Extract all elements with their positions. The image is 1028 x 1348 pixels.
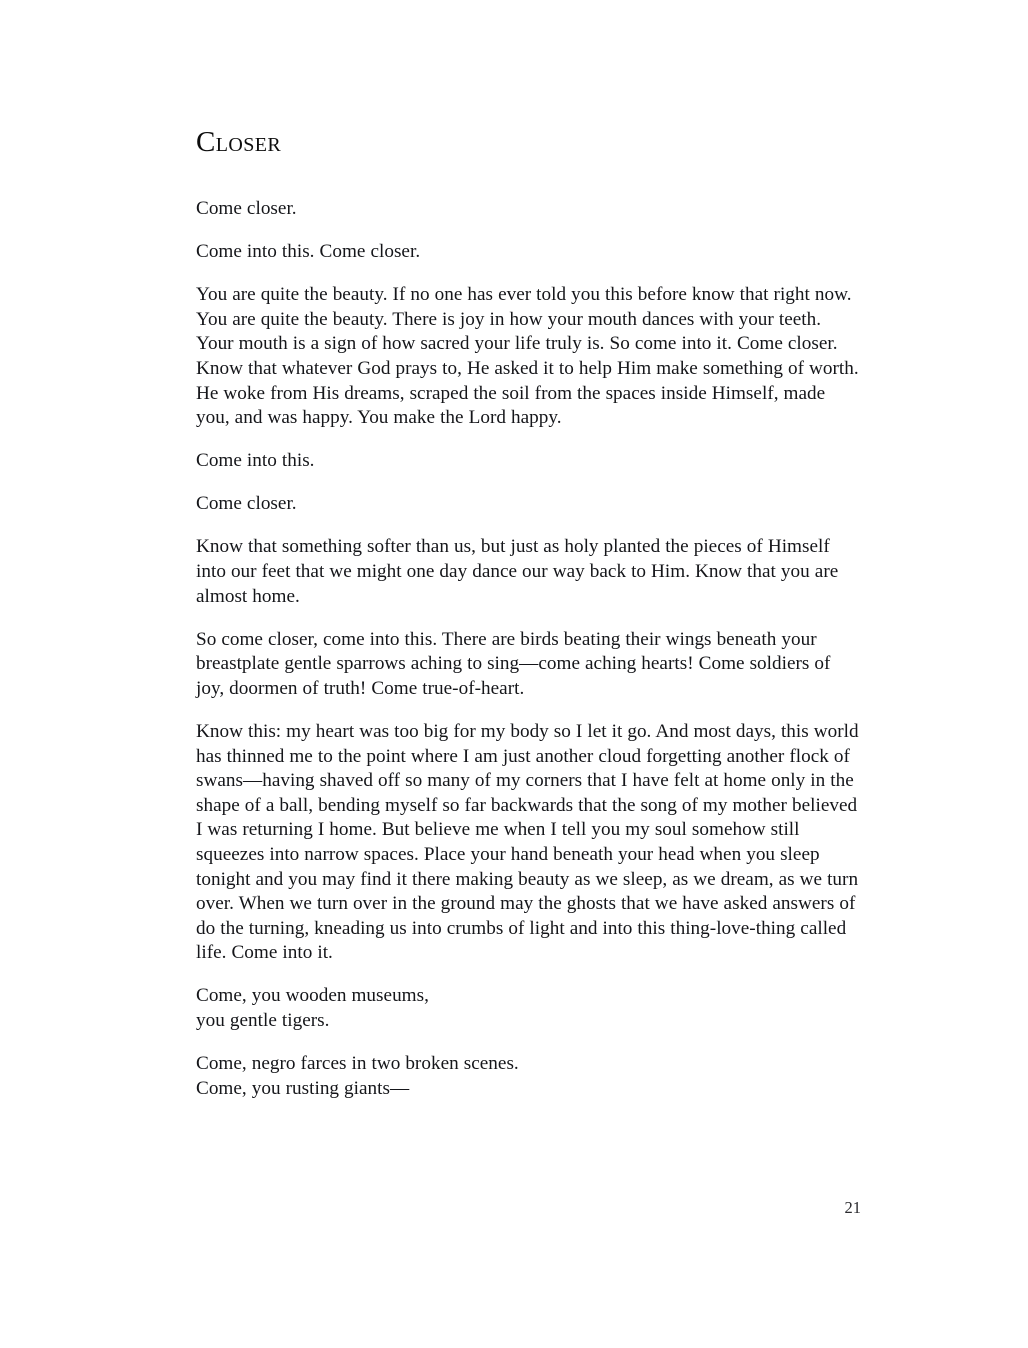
poem-text-block xyxy=(196,128,861,1101)
poem-stanza: Come closer. xyxy=(196,198,297,219)
poem-stanza: Come closer. xyxy=(196,493,297,515)
poem-stanza: So come closer, come into this. There are birds beating their wings beneath your breastplate gentle sparrows aching to sing—come aching hearts! Come soldiers of joy, doormen of truth! Come true-of-heart. xyxy=(196,628,831,699)
poem-stanza: You are quite the beauty. If no one has ever told you this before know that right now. You are quite the beauty. There is joy in how your mouth dances with your teeth. Your mouth is a sign of how sacred your life truly is. So come into it. Come closer. Know that whatever God prays to, He asked it to help Him make something of worth. He woke from His dreams, scraped the soil from the spaces inside Himself, made you, and was happy. You make the Lord happy. xyxy=(196,284,859,429)
poem-stanza: Know this: my heart was too big for my body so I let it go. And most days, this world has thinned me to the point where I am just another cloud forgetting another flock of swans—having shaved off so many of my corners that I have felt at home only in the shape of a ball, bending myself so far backwards that the song of my mother believed I was returning I home. But believe me when I tell you my soul somehow still squeezes into narrow spaces. Place your hand beneath your head when you sleep tonight and you may find it there making beauty as we sleep, as we dream, as we turn over. When we turn over in the ground may the ghosts that we have asked answers of do the turning, kneading us into crumbs of light and into this thing-love-thing called life. Come into it. xyxy=(196,721,859,964)
poem-stanza: Come, you wooden museums, you gentle tigers. xyxy=(196,985,429,1032)
poem-stanza: Come into this. xyxy=(196,450,315,472)
poem-stanza: Come into this. Come closer. xyxy=(196,241,421,263)
page-title: Closer xyxy=(196,126,282,158)
poem-stanza: Know that something softer than us, but just as holy planted the pieces of Himself into our feet that we might one day dance our way back to Him. Know that you are almost home. xyxy=(196,536,839,607)
page-number: 21 xyxy=(844,1198,861,1217)
poem-stanza: Come, negro farces in two broken scenes. Come, you rusting giants— xyxy=(196,1053,519,1099)
